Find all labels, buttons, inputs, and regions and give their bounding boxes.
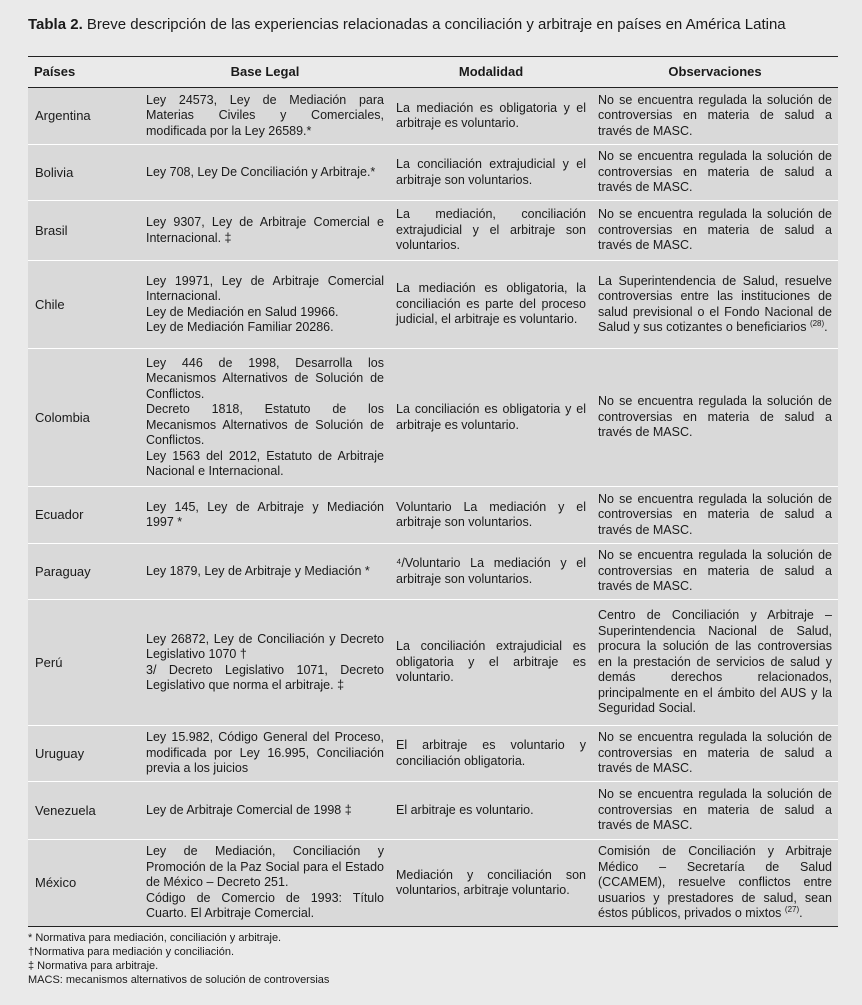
table-row: [28, 201, 838, 261]
cell-country: Ecuador: [28, 487, 140, 544]
legal-basis-line: Ley 1879, Ley de Arbitraje y Mediación *: [146, 563, 370, 578]
cell-legal-basis: [140, 487, 390, 544]
legal-basis-line: Ley de Mediación en Salud 19966.: [146, 304, 339, 319]
table-row: [28, 349, 838, 487]
table-row: [28, 726, 838, 782]
cell-modality: Mediación y conciliación son voluntarios, arbitraje voluntario.: [390, 840, 592, 927]
legal-basis-line: Ley 15.982, Código General del Proceso, modificada por Ley 16.995, Conciliación previa a los juicios: [146, 730, 384, 776]
cell-legal-basis: [140, 261, 390, 349]
table-row: [28, 88, 838, 145]
table-row: [28, 782, 838, 840]
cell-legal-basis: [140, 726, 390, 782]
table-row: [28, 261, 838, 349]
cell-observations: [592, 600, 838, 726]
legal-basis-line: 3/ Decreto Legislativo 1071, Decreto Legislativo que norma el arbitraje. ‡: [146, 662, 384, 692]
cell-modality: La conciliación extrajudicial y el arbitraje son voluntarios.: [390, 145, 592, 201]
legal-basis-line: Ley de Arbitraje Comercial de 1998 ‡: [146, 802, 352, 817]
cell-modality: Voluntario La mediación y el arbitraje son voluntarios.: [390, 487, 592, 544]
cell-modality: La mediación es obligatoria y el arbitraje es voluntario.: [390, 88, 592, 145]
legal-basis-line: Decreto 1818, Estatuto de los Mecanismos Alternativos de Solución de Conflictos.: [146, 402, 384, 447]
cell-country: Chile: [28, 261, 140, 349]
cell-modality: La mediación, conciliación extrajudicial y el arbitraje son voluntarios.: [390, 201, 592, 261]
cell-observations: [592, 88, 838, 145]
cell-observations: [592, 487, 838, 544]
observations-text: No se encuentra regulada la solución de controversias en materia de salud a través de MASC.: [598, 491, 832, 537]
observations-text: No se encuentra regulada la solución de controversias en materia de salud a través de MASC.: [598, 394, 832, 440]
cell-legal-basis: [140, 840, 390, 927]
table-caption-text: Breve descripción de las experiencias relacionadas a conciliación y arbitraje en países en América Latina: [82, 16, 786, 33]
reference-superscript: (28): [809, 318, 825, 328]
cell-observations: [592, 201, 838, 261]
header-legal-basis: Base Legal: [140, 57, 390, 88]
cell-observations: [592, 782, 838, 840]
footnotes: [28, 931, 838, 987]
cell-country: Uruguay: [28, 726, 140, 782]
observations-text: No se encuentra regulada la solución de controversias en materia de salud a través de MASC.: [598, 787, 832, 833]
cell-modality: El arbitraje es voluntario y conciliación obligatoria.: [390, 726, 592, 782]
footnote: ‡ Normativa para arbitraje.: [28, 960, 159, 972]
header-observations: Observaciones: [592, 57, 838, 88]
legal-basis-line: Ley 19971, Ley de Arbitraje Comercial Internacional.: [146, 273, 384, 303]
legal-basis-line: Ley 708, Ley De Conciliación y Arbitraje.*: [146, 164, 376, 179]
observations-text: Comisión de Conciliación y Arbitraje Médico – Secretaría de Salud (CCAMEM), resuelve conflictos entre usuarios y prestadores de salud, sean éstos públicos, privados o mixtos: [598, 844, 832, 921]
cell-country: Venezuela: [28, 782, 140, 840]
table-caption-label: Tabla 2.: [28, 16, 83, 33]
footnote: MACS: mecanismos alternativos de solución de controversias: [28, 974, 330, 986]
observations-text: No se encuentra regulada la solución de controversias en materia de salud a través de MASC.: [598, 730, 832, 776]
cell-modality: ⁴/Voluntario La mediación y el arbitraje son voluntarios.: [390, 544, 592, 600]
observations-text: No se encuentra regulada la solución de controversias en materia de salud a través de MASC.: [598, 207, 832, 253]
cell-legal-basis: [140, 782, 390, 840]
table-row: [28, 487, 838, 544]
cell-observations: [592, 726, 838, 782]
cell-country: Bolivia: [28, 145, 140, 201]
observations-text: No se encuentra regulada la solución de controversias en materia de salud a través de MASC.: [598, 149, 832, 195]
header-modality: Modalidad: [390, 57, 592, 88]
cell-country: México: [28, 840, 140, 927]
legal-basis-line: Ley 1563 del 2012, Estatuto de Arbitraje Nacional e Internacional.: [146, 448, 384, 478]
cell-legal-basis: [140, 88, 390, 145]
cell-observations: [592, 544, 838, 600]
cell-legal-basis: [140, 201, 390, 261]
legal-basis-line: Ley 446 de 1998, Desarrolla los Mecanismos Alternativos de Solución de Conflictos.: [146, 355, 384, 401]
cell-observations: [592, 349, 838, 487]
legal-basis-line: Ley 145, Ley de Arbitraje y Mediación 1997 *: [146, 499, 384, 529]
cell-legal-basis: [140, 600, 390, 726]
cell-modality: La mediación es obligatoria, la conciliación es parte del proceso judicial, el arbitraje es voluntario.: [390, 261, 592, 349]
cell-modality: El arbitraje es voluntario.: [390, 782, 592, 840]
observations-text: No se encuentra regulada la solución de controversias en materia de salud a través de MASC.: [598, 548, 832, 594]
cell-observations: Comisión de Conciliación y Arbitraje Médico – Secretaría de Salud (CCAMEM), resuelve conflictos entre usuarios y prestadores de salud, sean éstos públicos, privados o mixtos $^{(27)}$.: [592, 840, 838, 927]
legal-basis-line: Ley 26872, Ley de Conciliación y Decreto Legislativo 1070 †: [146, 631, 384, 661]
cell-country: Perú: [28, 600, 140, 726]
legal-basis-line: Ley de Mediación Familiar 20286.: [146, 320, 334, 334]
cell-modality: La conciliación es obligatoria y el arbitraje es voluntario.: [390, 349, 592, 487]
table-row: [28, 544, 838, 600]
table-body: [28, 88, 838, 927]
cell-observations: La Superintendencia de Salud, resuelve controversias entre las instituciones de salud previsional o el Fondo Nacional de Salud y sus cotizantes o beneficiarios $^{(28)}$.: [592, 261, 838, 349]
table-row: [28, 840, 838, 927]
cell-legal-basis: [140, 349, 390, 487]
cell-observations: [592, 145, 838, 201]
legal-basis-line: Ley 9307, Ley de Arbitraje Comercial e Internacional. ‡: [146, 215, 384, 245]
observations-text: La Superintendencia de Salud, resuelve controversias entre las instituciones de salud previsional o el Fondo Nacional de Salud y sus cotizantes o beneficiarios: [598, 273, 832, 334]
cell-modality: La conciliación extrajudicial es obligatoria y el arbitraje es voluntario.: [390, 600, 592, 726]
table-row: [28, 600, 838, 726]
observations-text: No se encuentra regulada la solución de controversias en materia de salud a través de MASC.: [598, 92, 832, 138]
table-caption: [28, 15, 838, 35]
legal-basis-line: Código de Comercio de 1993: Título Cuarto. El Arbitraje Comercial.: [146, 890, 384, 921]
footnote: †Normativa para mediación y conciliación.: [28, 946, 235, 958]
cell-legal-basis: [140, 145, 390, 201]
table-row: [28, 145, 838, 201]
table-header-row: [28, 57, 838, 88]
footnote: * Normativa para mediación, conciliación y arbitraje.: [28, 932, 282, 944]
cell-country: Colombia: [28, 349, 140, 487]
cell-country: Paraguay: [28, 544, 140, 600]
legal-basis-line: Ley de Mediación, Conciliación y Promoción de la Paz Social para el Estado de México – Decreto 251.: [146, 844, 384, 890]
cell-legal-basis: [140, 544, 390, 600]
cell-country: Argentina: [28, 88, 140, 145]
reference-superscript: (27): [784, 905, 800, 915]
cell-country: Brasil: [28, 201, 140, 261]
observations-text: Centro de Conciliación y Arbitraje – Superintendencia Nacional de Salud, procura la solución de las controversias en la prestación de servicios de salud y demás derechos relacionados, principalmente en el ámbito del AUS y la Seguridad Social.: [598, 608, 832, 716]
experiences-table: [28, 56, 838, 927]
header-countries: Países: [28, 57, 140, 88]
legal-basis-line: Ley 24573, Ley de Mediación para Materias Civiles y Comerciales, modificada por la Ley 26589.*: [146, 92, 384, 138]
